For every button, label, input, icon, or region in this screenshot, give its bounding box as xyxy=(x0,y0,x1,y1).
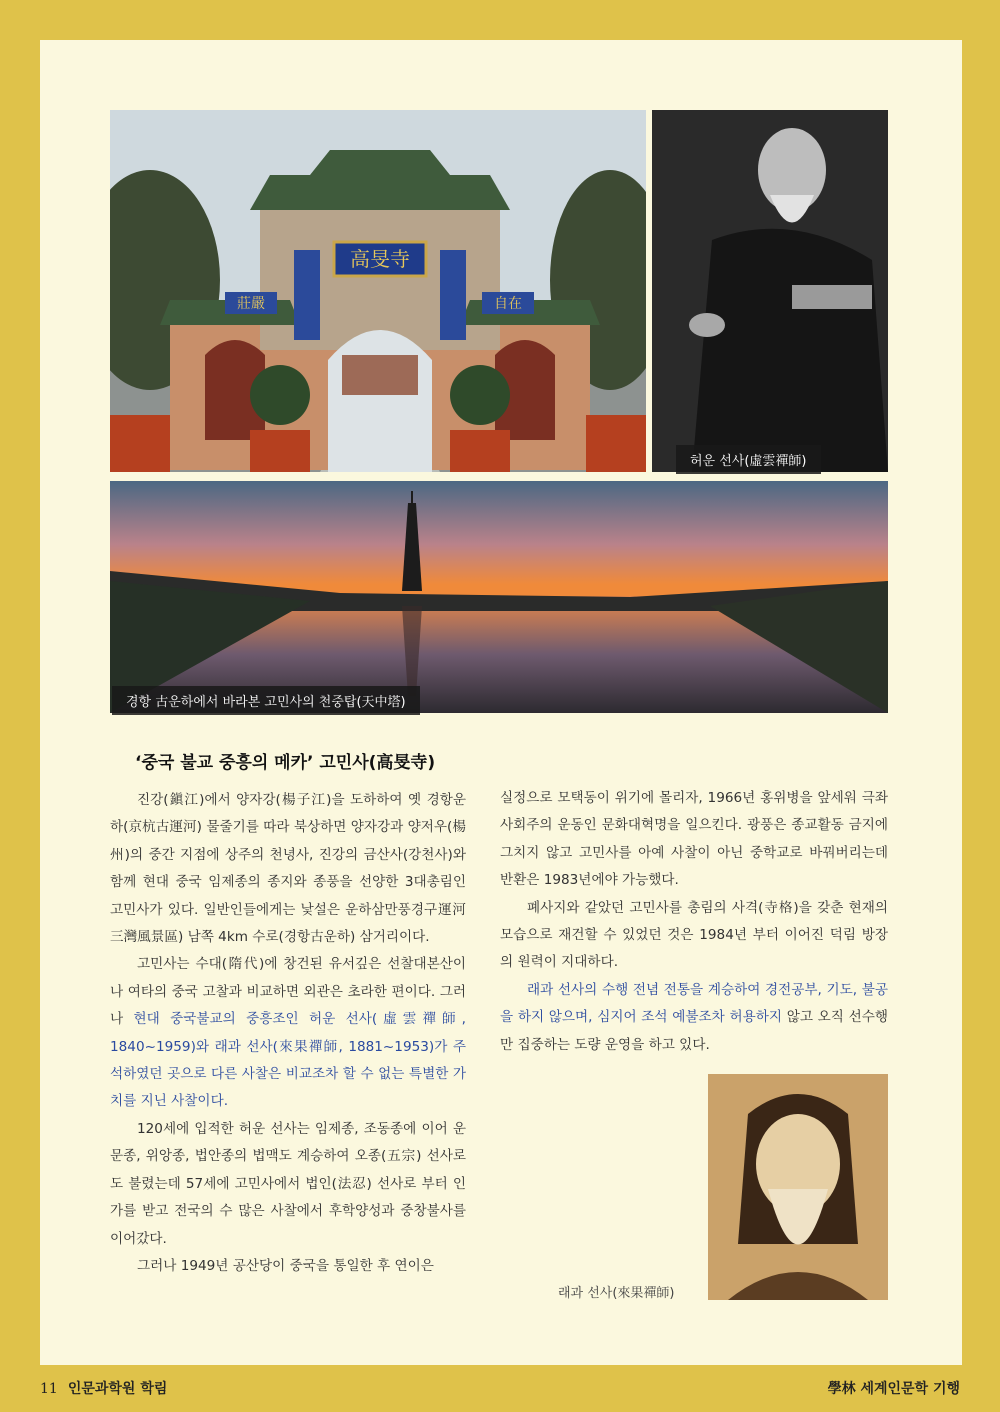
temple-gate-illustration xyxy=(110,110,646,472)
footer-left xyxy=(40,1378,167,1398)
right-paragraph-2: 폐사지와 같았던 고민사를 총림의 사격(寺格)을 갖춘 현재의 모습으로 재건할 수 있었던 것은 1984년 부터 이어진 덕림 방장의 원력이 지대하다. xyxy=(500,899,888,971)
right-paragraph-1: 실정으로 모택동이 위기에 몰리자, 1966년 홍위병을 앞세워 극좌 사회주의 운동인 문화대혁명을 일으킨다. 광풍은 종교활동 금지에 그치지 않고 고민사를 아예 사찰이 아닌 중학교로 바꿔버리는데 반환은 1983년에야 가능했다. xyxy=(500,790,888,889)
master-xuyun-photo xyxy=(652,110,888,472)
right-paragraph-3 xyxy=(500,977,888,1059)
left-paragraph-2 xyxy=(110,951,466,1115)
page-number: 11 xyxy=(40,1381,58,1397)
master-laiguo-photo xyxy=(708,1074,888,1300)
master-xuyun-illustration xyxy=(652,110,888,472)
left-paragraph-1: 진강(鎭江)에서 양자강(楊子江)을 도하하여 옛 경항운하(京杭古運河) 물줄기를 따라 북상하면 양자강과 양저우(楊州)의 중간 지점에 상주의 천녕사, 진강의 금산사(강천사)와 함께 현대 중국 임제종의 종지와 종풍을 선양한 3대총림인 고민사가 있다. 일반인들에게는 낯설은 운하삼만풍경구運河三灣風景區) 남쪽 4km 수로(경항古운하) 삼거리이다. xyxy=(110,792,466,946)
caption-master-xuyun: 허운 선사(虛雲禪師) xyxy=(676,445,821,474)
gate-plaque: 高旻寺 xyxy=(350,247,410,271)
caption-canal-pagoda: 경항 古운하에서 바라본 고민사의 천중탑(天中塔) xyxy=(112,686,420,715)
canal-sunset-photo xyxy=(110,481,888,713)
left-paragraph-4: 그러나 1949년 공산당이 중국을 통일한 후 연이은 xyxy=(137,1257,434,1274)
article-left-column xyxy=(110,787,466,1280)
left-paragraph-2-highlight-2: 래과 선사(來果禪師, 1881~1953)가 주석하였던 곳으로 다른 사찰은 비교조차 할 수 없는 특별한 가치를 지닌 사찰이다. xyxy=(110,1038,467,1110)
master-laiguo-illustration xyxy=(708,1074,888,1300)
left-paragraph-3: 120세에 입적한 허운 선사는 임제종, 조동종에 이어 운문종, 위앙종, 법안종의 법맥도 계승하여 오종(五宗) 선사로도 불렸는데 57세에 고민사에서 법인(法忍) 선사로 부터 인가를 받고 전국의 수 많은 사찰에서 후학양성과 중창불사를 이어갔다. xyxy=(110,1120,466,1247)
caption-master-laiguo: 래과 선사(來果禪師) xyxy=(558,1286,675,1301)
left-paragraph-2-text: 고민사는 수대(隋代)에 창건된 유서깊은 선찰대본산이나 여타의 중국 고찰과 비교하면 외관은 초라한 편이다. 그러나 xyxy=(110,956,466,1028)
gate-left-sign: 莊嚴 xyxy=(237,296,265,312)
left-paragraph-2-conjunction: 와 xyxy=(195,1038,215,1055)
article-right-column xyxy=(500,785,888,1059)
temple-gate-photo xyxy=(110,110,646,472)
article-title: ‘중국 불교 중흥의 메카’ 고민사(高旻寺) xyxy=(135,753,436,773)
canal-sunset-illustration xyxy=(110,481,888,713)
footer-section-title: 學林 세계인문학 기행 xyxy=(827,1381,960,1397)
left-paragraph-2-highlight-1: 현대 중국불교의 중흥조인 허운 선사(虛雲禪師, 1840~1959) xyxy=(110,1011,466,1055)
gate-right-sign: 自在 xyxy=(494,296,522,312)
right-paragraph-3-text: 않고 오직 선수행만 집중하는 도량 운영을 하고 있다. xyxy=(500,1009,889,1053)
footer-publication: 인문과학원 학림 xyxy=(67,1381,168,1397)
right-paragraph-3-highlight: 래과 선사의 수행 전념 전통을 계승하여 경전공부, 기도, 불공을 하지 않으며, 심지어 조석 예불조차 허용하지 xyxy=(500,981,888,1026)
